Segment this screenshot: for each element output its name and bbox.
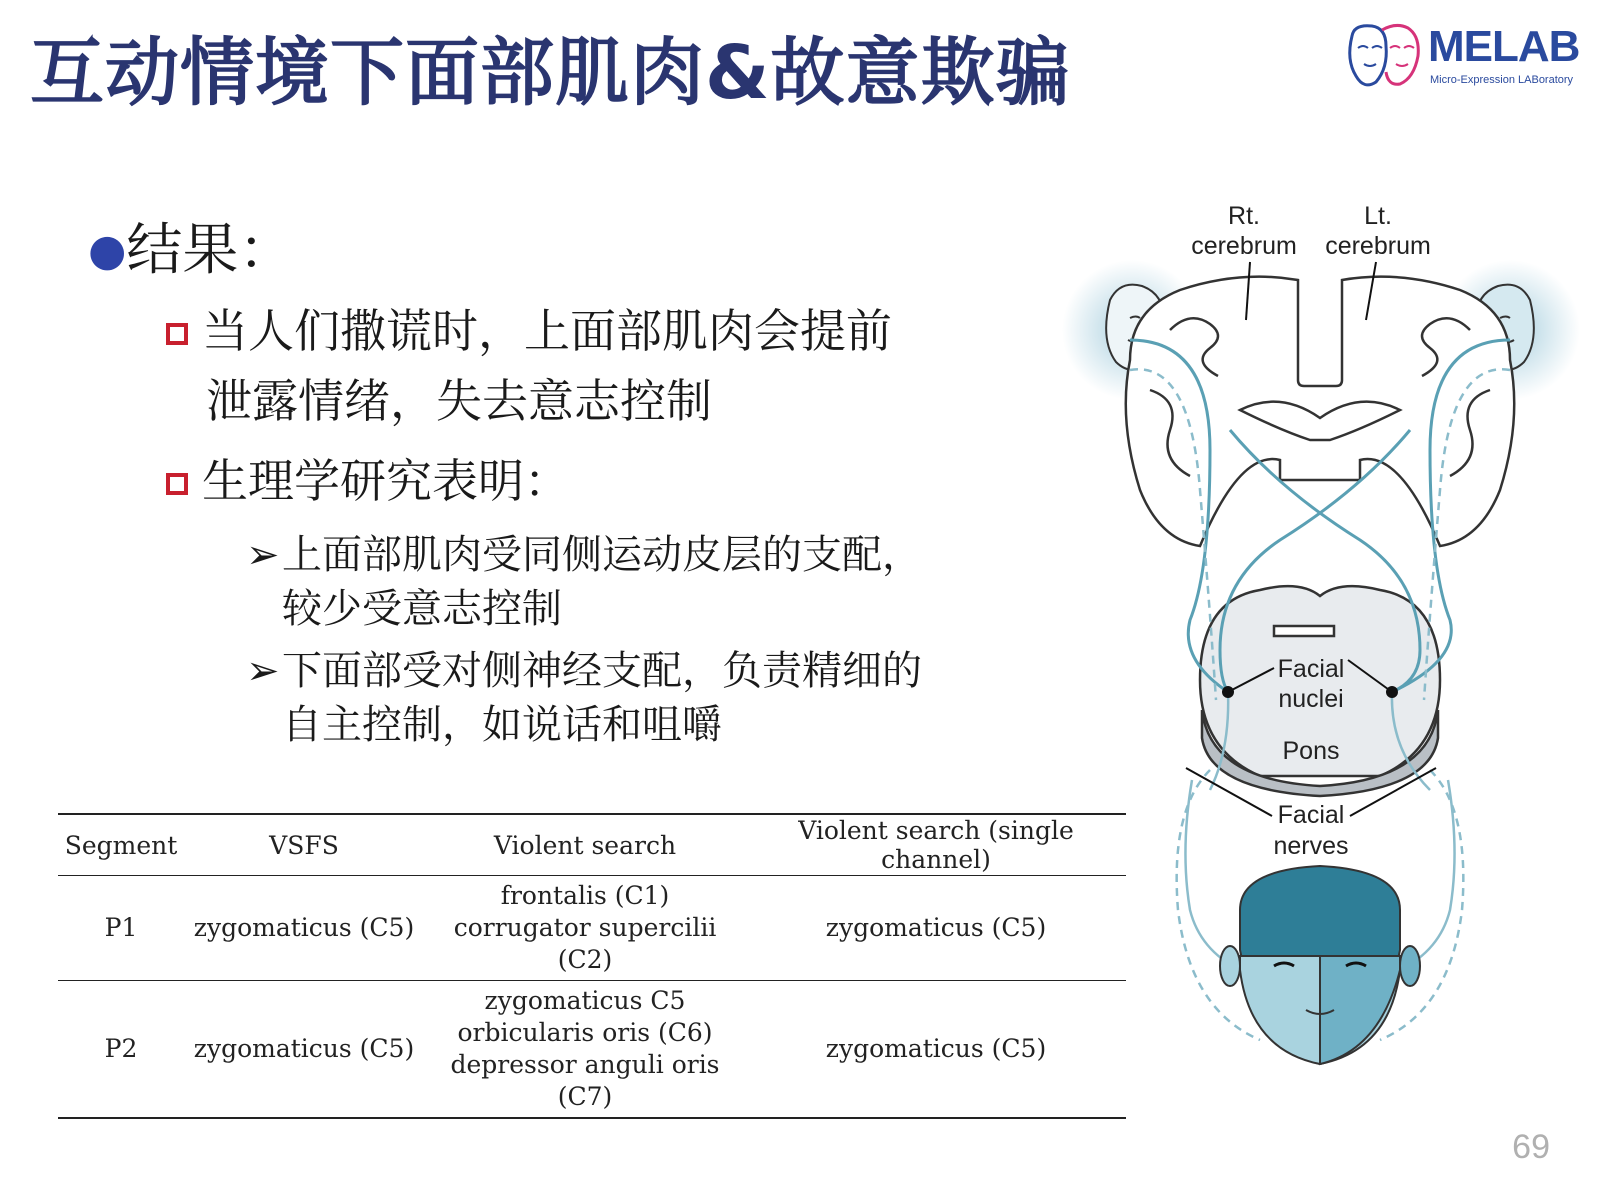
sub2-line1: 下面部受对侧神经支配，负责精细的: [282, 648, 922, 694]
sub1-line2: 较少受意志控制: [282, 586, 562, 632]
table-row: [58, 981, 1126, 1119]
sub2-line2: 自主控制，如说话和咀嚼: [282, 702, 722, 748]
col-header: VSFS: [184, 814, 424, 876]
bullet-dot-icon: ●: [88, 225, 127, 276]
sub1-line1: 上面部肌肉受同侧运动皮层的支配，: [282, 532, 922, 578]
muscle-line: zygomaticus C5: [484, 986, 686, 1015]
two-faces-icon: [1342, 20, 1426, 92]
muscle-line: frontalis (C1): [500, 881, 670, 910]
slide-title: 互动情境下面部肌肉&故意欺骗: [30, 30, 1071, 116]
cell-single: zygomaticus (C5): [746, 876, 1126, 981]
cell-vsfs: zygomaticus (C5): [184, 981, 424, 1119]
table-header-row: [58, 814, 1126, 876]
facial-nerve-diagram: [1060, 190, 1580, 1100]
muscle-segment-table: [58, 813, 1126, 1119]
lt-label-line1: Lt.: [1364, 202, 1392, 230]
melab-logo: [1342, 20, 1592, 92]
facial-nerves-label-line1: Facial: [1277, 801, 1345, 829]
muscle-line: depressor anguli oris (C7): [450, 1050, 720, 1111]
rt-label-line1: Rt.: [1228, 202, 1260, 230]
cell-segment: P2: [58, 981, 184, 1119]
rt-label-line2: cerebrum: [1191, 232, 1297, 260]
square-bullet-icon: [166, 323, 188, 345]
cell-single: zygomaticus (C5): [746, 981, 1126, 1119]
page-number: 69: [1512, 1128, 1550, 1166]
facial-nuclei-label-line2: nuclei: [1278, 685, 1344, 713]
square-bullet-icon: [166, 473, 188, 495]
arrow-bullet-icon: ➢: [246, 648, 280, 694]
point-physiology: [166, 446, 570, 516]
results-heading-text: 结果：: [126, 218, 295, 283]
lt-label-line2: cerebrum: [1325, 232, 1431, 260]
cell-segment: P1: [58, 876, 184, 981]
point1-line1: 当人们撒谎时，上面部肌肉会提前: [202, 304, 892, 358]
logo-wordmark: MELAB: [1428, 22, 1580, 71]
point-lying-upper-face: [166, 296, 892, 436]
table-row: [58, 876, 1126, 981]
pons-label: Pons: [1282, 737, 1340, 765]
muscle-line: corrugator supercilii (C2): [453, 913, 717, 974]
col-header: Violent search: [424, 814, 746, 876]
facial-nerves-label-line2: nerves: [1273, 832, 1349, 860]
muscle-line: orbicularis oris (C6): [457, 1018, 713, 1047]
logo-subtitle: Micro-Expression LABoratory: [1430, 74, 1574, 86]
facial-nuclei-label-line1: Facial: [1277, 655, 1345, 683]
col-header: Violent search (single channel): [746, 814, 1126, 876]
subpoint-upper-face: [246, 528, 922, 636]
cell-violent: [424, 876, 746, 981]
cell-violent: [424, 981, 746, 1119]
col-header: Segment: [58, 814, 184, 876]
cell-vsfs: zygomaticus (C5): [184, 876, 424, 981]
point1-line2: 泄露情绪，失去意志控制: [206, 374, 712, 428]
point2-text: 生理学研究表明：: [202, 454, 570, 508]
arrow-bullet-icon: ➢: [246, 532, 280, 578]
subpoint-lower-face: [246, 644, 922, 752]
results-heading: [88, 206, 294, 286]
